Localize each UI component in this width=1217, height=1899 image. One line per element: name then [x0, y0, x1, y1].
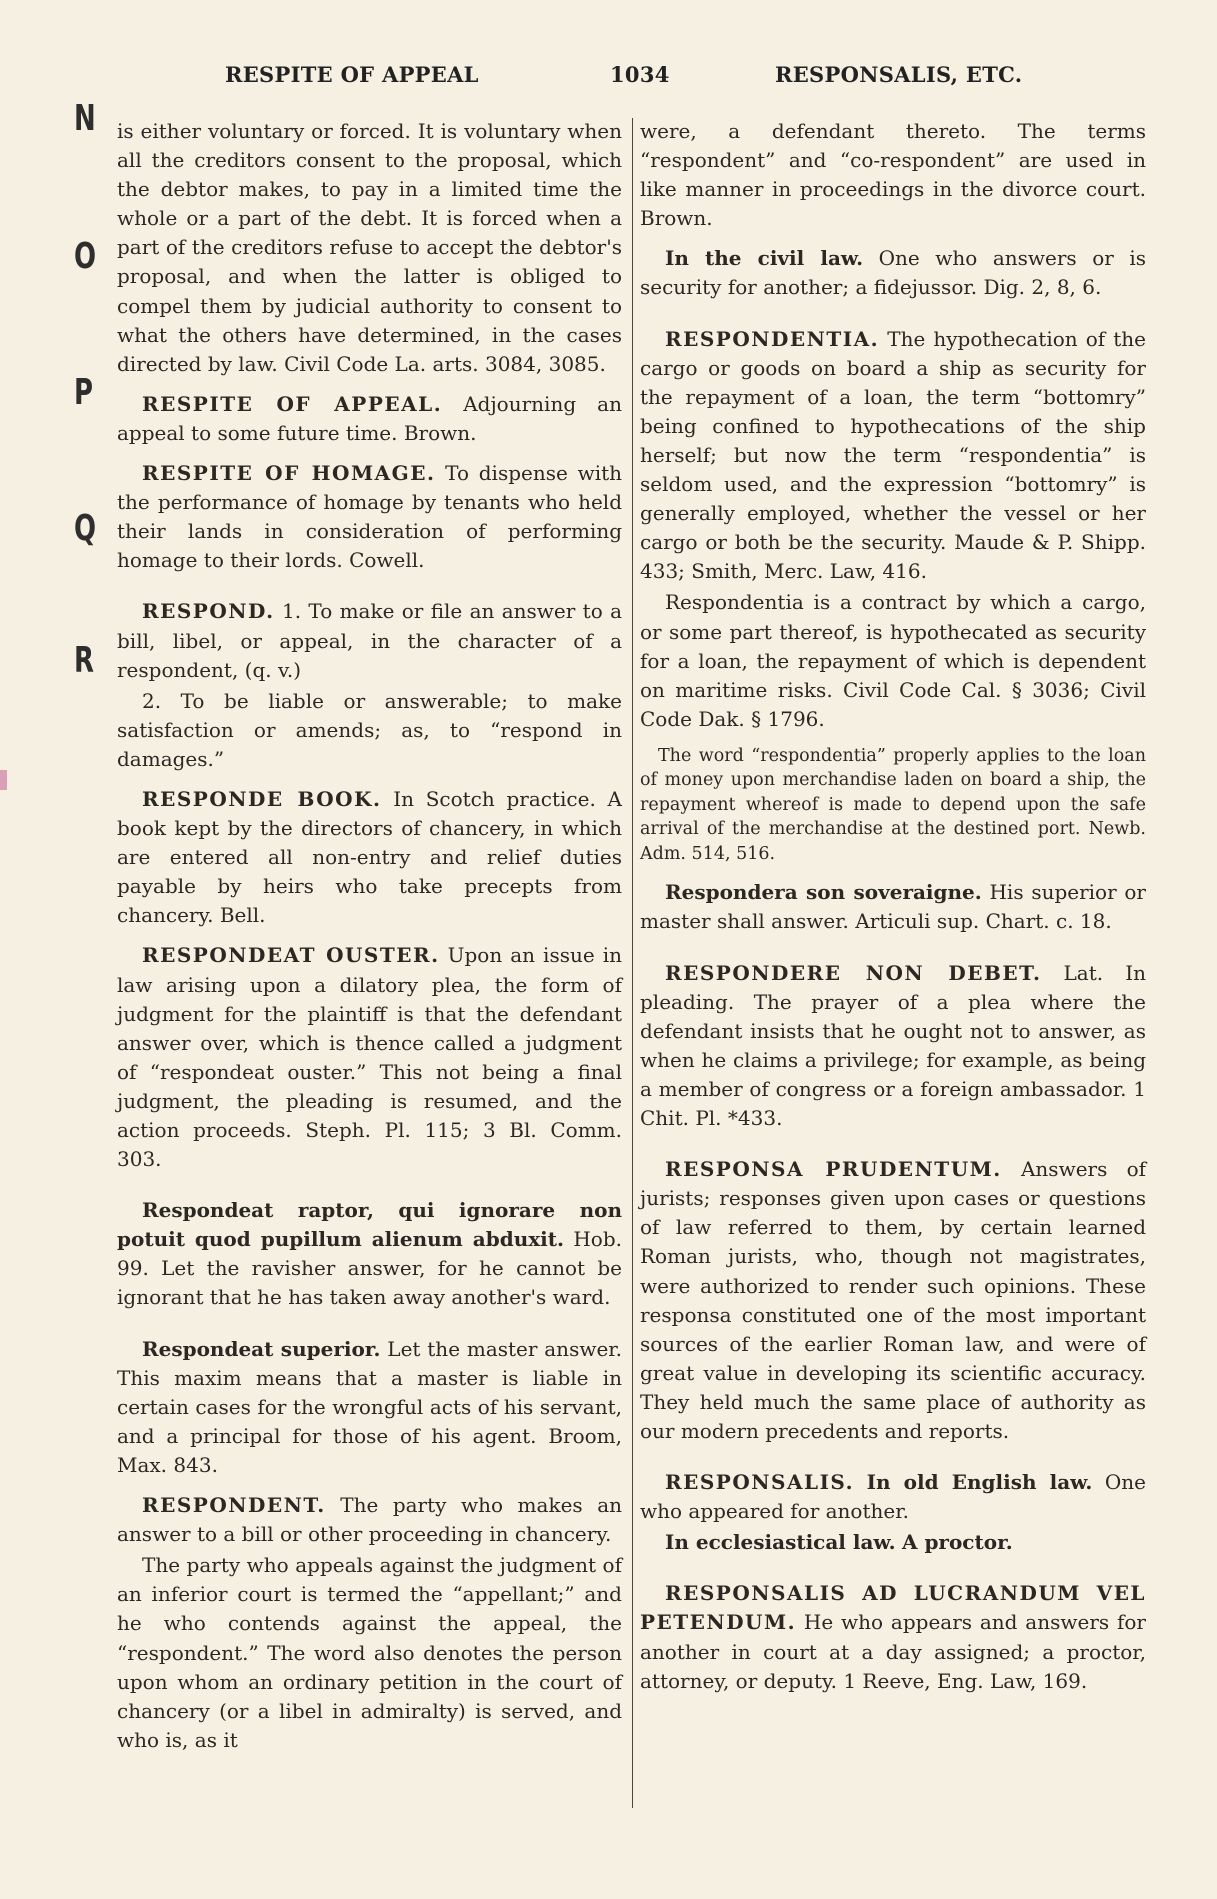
entry-respite-of-appeal	[117, 390, 622, 448]
headword: RESPONDE BOOK.	[142, 786, 382, 811]
thumb-index-r[interactable]: R	[74, 640, 94, 681]
thumb-index-o[interactable]: O	[74, 236, 97, 277]
definition: A proctor.	[901, 1530, 1013, 1555]
definition: Let the master answer. This maxim means that a master is liable in certain cases for the wrongful acts of his servant, and a principal for those of his agent. Broom, Max. 843.	[117, 1336, 623, 1477]
entry-responsa-prudentum	[640, 1155, 1146, 1446]
definition: is a contract by which a cargo, or some part thereof, is hypothecated as security for a loan, the repayment of which is dependent on maritime risks. Civil Code Cal. § 3036; Civil Code Dak. § 1796.	[640, 590, 1146, 731]
entry-respondent-para-2: The party who appeals against the judgment of an inferior court is termed the “appellant;” and he who contends against the appeal, the “respondent.” The word also denotes the person upon whom an ordinary petition in the court of chancery (or a libel in admiralty) is served, and who is, as it	[117, 1553, 622, 1752]
entry-respondentia-note: The word “respondentia” properly applies to the loan of money upon merchandise laden on board a ship, the repayment whereof is made to depend upon the safe arrival of the merchandise at the destined port. Newb. Adm. 514, 516.	[640, 745, 1146, 864]
headword: RESPONDENTIA.	[665, 326, 880, 351]
definition: His superior or master shall answer. Articuli sup. Chart. c. 18.	[640, 880, 1146, 934]
right-column	[640, 117, 1146, 1707]
headword: RESPONSA PRUDENTUM.	[665, 1157, 1002, 1182]
headword: RESPOND.	[142, 599, 275, 624]
headword: RESPONSALIS.	[665, 1470, 855, 1495]
subject-lead: In ecclesiastical law.	[665, 1530, 896, 1555]
headword: RESPONSALIS AD LUCRANDUM VEL PETENDUM.	[640, 1581, 1146, 1635]
entry-civil-law	[640, 244, 1146, 302]
headword: RESPONDERE NON DEBET.	[665, 960, 1042, 985]
entry-responsalis	[640, 1468, 1146, 1526]
entry-respond	[117, 597, 622, 684]
thumb-index-p[interactable]: P	[74, 372, 94, 413]
column-divider	[632, 118, 633, 1808]
running-head-left: RESPITE OF APPEAL	[225, 62, 479, 87]
entry-respondeat-ouster	[117, 941, 622, 1174]
entry-respondere-non-debet	[640, 959, 1146, 1134]
definition: Answers of jurists; responses given upon cases or questions of law referred to them, by certain learned Roman jurists, who, though not magistrates, were authorized to render such opinions. These responsa constituted one of the most important sources of the earlier Roman law, and were of great value in developing its scientific accuracy. They held much the same place of authority as our modern precedents and reports.	[640, 1157, 1147, 1443]
entry-respondera	[640, 878, 1146, 936]
page-number: 1034	[610, 62, 670, 87]
entry-respondeat-raptor	[117, 1196, 622, 1312]
entry-respondent	[117, 1491, 622, 1549]
thumb-index-n[interactable]: N	[74, 98, 96, 139]
definition: Adjourning an appeal to some future time. Brown.	[117, 391, 622, 445]
definition: Upon an issue in law arising upon a dilatory plea, the form of judgment for the plaintiff is that the defendant answer over, which is thence called a judgment of “respondeat ouster.” This not being a final judgment, the pleading is resumed, and the action proceeds. Steph. Pl. 115; 3 Bl. Comm. 303.	[117, 943, 622, 1172]
headword: RESPONDEAT OUSTER.	[142, 943, 440, 968]
maxim: Respondera son soveraigne.	[665, 880, 982, 905]
definition: Lat. In pleading. The prayer of a plea where the defendant insists that he ought not to answer, as when he claims a privilege; for example, as being a member of congress or a foreign ambassador. 1 Chit. Pl. *433.	[640, 960, 1146, 1131]
headword: RESPITE OF APPEAL.	[142, 391, 443, 416]
maxim: Respondeat raptor, qui ignorare non potuit quod pupillum alienum abduxit.	[117, 1198, 622, 1252]
subject-lead: In old English law.	[866, 1470, 1093, 1495]
entry-respite-continuation: is either voluntary or forced. It is voluntary when all the creditors consent to the proposal, which the debtor makes, to pay in a limited time the whole or a part of the debt. It is forced when a part of the creditors refuse to accept the debtor's proposal, and when the latter is obliged to compel them by judicial authority to consent to what the others have determined, in the cases directed by law. Civil Code La. arts. 3084, 3085.	[117, 119, 622, 376]
definition: Hob. 99. Let the ravisher answer, for he cannot be ignorant that he has taken away another's ward.	[117, 1227, 623, 1310]
entry-respondeat-superior	[117, 1335, 622, 1480]
definition: To dispense with the performance of homage by tenants who held their lands in consideration of performing homage to their lords. Cowell.	[117, 461, 623, 573]
entry-responde-book	[117, 785, 622, 930]
definition: One who appeared for another.	[640, 1470, 1147, 1524]
entry-respondentia-para-2	[640, 588, 1146, 733]
entry-responsalis-ecclesiastical	[640, 1528, 1146, 1557]
entry-responsalis-ad-lucrandum	[640, 1579, 1146, 1695]
entry-respondent-continuation: were, a defendant thereto. The terms “respondent” and “co-respondent” are used in like manner in proceedings in the divorce court. Brown.	[640, 119, 1146, 231]
running-head-right: RESPONSALIS, ETC.	[775, 62, 1023, 87]
headword: RESPONDENT.	[142, 1493, 326, 1518]
left-column	[117, 117, 622, 1765]
definition: He who appears and answers for another in court at a day assigned; a proctor, attorney, or deputy. 1 Reeve, Eng. Law, 169.	[640, 1610, 1146, 1693]
definition: The party who makes an answer to a bill or other proceeding in chancery.	[117, 1493, 623, 1547]
page-edge-mark	[0, 770, 7, 790]
entry-respond-sense-2: 2. To be liable or answerable; to make satisfaction or amends; as, to “respond in damages.”	[117, 688, 622, 771]
maxim: Respondeat superior.	[142, 1336, 381, 1361]
entry-respondentia	[640, 325, 1146, 587]
subject-lead: In the civil law.	[665, 246, 864, 271]
definition: The hypothecation of the cargo or goods on board a ship as security for the repayment of a loan, the term “bottomry” being confined to hypothecations of the ship herself; but now the term “respondentia” is seldom used, and the expression “bottomry” is generally employed, whether the vessel or her cargo or both be the security. Maude & P. Shipp. 433; Smith, Merc. Law, 416.	[640, 326, 1146, 584]
headword: RESPITE OF HOMAGE.	[142, 461, 436, 486]
thumb-index-q[interactable]: Q	[74, 508, 97, 549]
definition: One who answers or is security for another; a fidejussor. Dig. 2, 8, 6.	[640, 246, 1146, 300]
definition: 1. To make or file an answer to a bill, libel, or appeal, in the character of a respondent, (q. v.)	[117, 599, 622, 682]
definition: In Scotch practice. A book kept by the directors of chancery, in which are entered all non-entry and relief duties payable by heirs who take precepts from chancery. Bell.	[117, 786, 622, 928]
subject-lead: Respondentia	[665, 590, 804, 615]
entry-respite-of-homage	[117, 459, 622, 575]
